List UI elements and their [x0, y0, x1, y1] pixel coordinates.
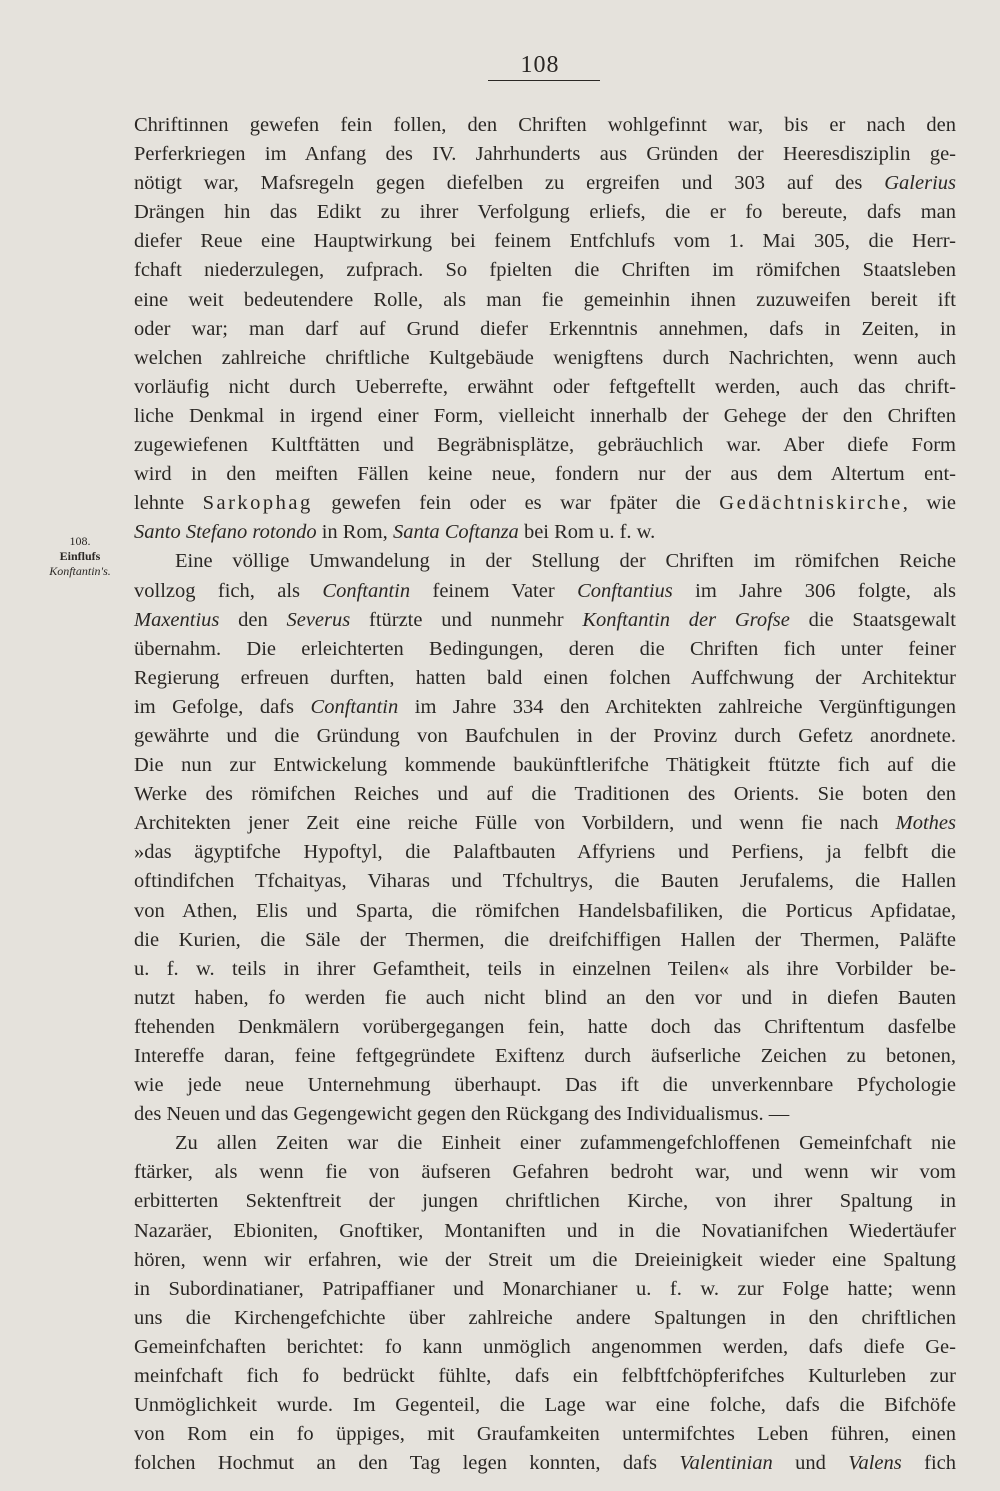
text-line: [134, 431, 956, 460]
text-run: erbitterten Sektenftreit der jungen chriftlichen Kirche, von ihrer Spaltung in: [134, 1190, 956, 1213]
italic-run: Valentinian: [679, 1452, 773, 1475]
text-run: u. f. w. teils in ihrer Gefamtheit, teils in einzelnen Teilen« als ihre Vorbilder be-: [134, 957, 956, 980]
text-line: [134, 926, 956, 955]
margin-note-heading: Einflufs: [59, 549, 101, 563]
italic-run: Conftantin: [322, 579, 411, 602]
text-run: folchen Hochmut an den Tag legen konnten, dafs: [134, 1452, 680, 1475]
text-line: [134, 1391, 956, 1420]
text-run: Perferkriegen im Anfang des IV. Jahrhunderts aus Gründen der Heeresdisziplin ge-: [134, 143, 956, 166]
text-run: den: [219, 608, 287, 631]
text-run: wie jede neue Unternehmung überhaupt. Das ift die unverkennbare Pfychologie: [134, 1074, 956, 1097]
italic-run: Severus: [286, 608, 351, 631]
text-run: nötigt war, Mafsregeln gegen diefelben zu ergreifen und 303 auf des: [134, 172, 885, 195]
italic-run: Santo Stefano rotondo: [134, 521, 317, 544]
text-run: von Athen, Elis und Sparta, die römifchen Handelsbafiliken, die Porticus Apfidatae,: [134, 899, 956, 922]
text-line: [134, 722, 956, 751]
text-run: des Neuen und das Gegengewicht gegen den Rückgang des Individualismus. —: [134, 1103, 790, 1126]
text-line: [134, 286, 956, 315]
text-line: [134, 664, 956, 693]
text-line: [134, 693, 956, 722]
text-line: [134, 577, 956, 606]
margin-note: [32, 534, 128, 579]
text-run: lehnte: [134, 492, 203, 515]
text-line: [134, 1420, 956, 1449]
text-run: oftindifchen Tfchaityas, Viharas und Tfchultrys, die Bauten Jerufalems, die Hallen: [134, 870, 956, 893]
text-run: , wie: [902, 492, 956, 515]
italic-run: Konftantin der Grofse: [582, 608, 790, 631]
text-line: [134, 1187, 956, 1216]
text-line: [134, 169, 956, 198]
text-line: [134, 606, 956, 635]
text-run: Drängen hin das Edikt zu ihrer Verfolgung erliefs, die er fo bereute, dafs man: [134, 201, 956, 224]
text-line: [134, 1129, 956, 1158]
spaced-run: Sarkophag: [202, 492, 313, 515]
text-line: [134, 897, 956, 926]
text-run: liche Denkmal in irgend einer Form, vielleicht innerhalb der Gehege der den Chriften: [134, 404, 956, 427]
text-run: nutzt haben, fo werden fie auch nicht blind an den vor und in diefen Bauten: [134, 986, 956, 1009]
text-run: meinfchaft fich fo bedrückt fühlte, dafs ein felbftfchöpferifches Kulturleben zur: [134, 1365, 956, 1388]
text-line: [134, 1304, 956, 1333]
text-line: [134, 315, 956, 344]
text-line: [134, 780, 956, 809]
margin-note-number: 108.: [69, 534, 91, 548]
text-run: oder war; man darf auf Grund diefer Erkenntnis annehmen, dafs in Zeiten, in: [134, 317, 956, 340]
text-run: »das ägyptifche Hypoftyl, die Palaftbauten Affyriens und Perfiens, ja felbft die: [134, 841, 956, 864]
text-run: eine weit bedeutendere Rolle, als man fie gemeinhin ihnen zuzuweifen bereit ift: [134, 288, 956, 311]
text-line: [134, 547, 956, 576]
text-line: [134, 518, 956, 547]
text-line: [134, 256, 956, 285]
text-line: [134, 1333, 956, 1362]
body-text: [134, 111, 956, 1478]
text-run: Regierung erfreuen durften, hatten bald einen folchen Auffchwung der Architektur: [134, 666, 956, 689]
text-line: [134, 867, 956, 896]
text-line: [134, 344, 956, 373]
italic-run: Santa Coftanza: [392, 521, 519, 544]
text-line: [134, 1013, 956, 1042]
text-run: im Jahre 306 folgte, als: [672, 579, 956, 602]
text-run: die Kurien, die Säle der Thermen, die dreifchiffigen Hallen der Thermen, Paläfte: [134, 928, 956, 951]
text-line: [134, 140, 956, 169]
text-run: übernahm. Die erleichterten Bedingungen, deren die Chriften fich unter feiner: [134, 637, 956, 660]
text-line: [134, 111, 956, 140]
text-run: Eine völlige Umwandelung in der Stellung der Chriften im römifchen Reiche: [134, 550, 956, 573]
page-number-rule: [488, 80, 600, 81]
text-run: in Subordinatianer, Patripaffianer und Monarchianer u. f. w. zur Folge hatte; wenn: [134, 1277, 956, 1300]
text-run: bei Rom u. f. w.: [518, 521, 656, 544]
text-line: [134, 1362, 956, 1391]
text-line: [134, 1217, 956, 1246]
text-run: feinem Vater: [410, 579, 578, 602]
text-line: [134, 198, 956, 227]
text-run: und: [772, 1452, 849, 1475]
text-run: ftärker, als wenn fie von äufseren Gefahren bedroht war, und wenn wir vom: [134, 1161, 956, 1184]
text-run: die Staatsgewalt: [789, 608, 957, 631]
page-number: 108: [520, 52, 560, 78]
text-line: [134, 489, 956, 518]
italic-run: Conftantin: [310, 695, 399, 718]
text-line: [134, 955, 956, 984]
text-line: [134, 1449, 956, 1478]
text-line: [134, 984, 956, 1013]
text-line: [134, 838, 956, 867]
text-run: im Jahre 334 den Architekten zahlreiche Vergünftigungen: [398, 695, 956, 718]
text-run: Die nun zur Entwickelung kommende baukünftlerifche Thätigkeit ftützte fich auf die: [134, 754, 956, 777]
text-run: hören, wenn wir erfahren, wie der Streit um die Dreieinigkeit wieder eine Spaltung: [134, 1248, 956, 1271]
text-run: Zu allen Zeiten war die Einheit einer zufammengefchloffenen Gemeinfchaft nie: [134, 1132, 956, 1155]
text-run: in Rom,: [316, 521, 393, 544]
text-line: [134, 227, 956, 256]
italic-run: Valens: [848, 1452, 902, 1475]
text-run: im Gefolge, dafs: [134, 695, 311, 718]
text-line: [134, 402, 956, 431]
text-run: Intereffe daran, feine feftgegründete Exiftenz durch äufserliche Zeichen zu betonen,: [134, 1045, 956, 1067]
text-line: [134, 1275, 956, 1304]
text-run: gewährte und die Gründung von Baufchulen in der Provinz durch Gefetz anordnete.: [134, 724, 956, 747]
italic-run: Mothes: [895, 812, 956, 835]
text-run: fich: [901, 1452, 956, 1475]
text-line: [134, 460, 956, 489]
text-line: [134, 1071, 956, 1100]
text-run: von Rom ein fo üppiges, mit Graufamkeiten untermifchtes Leben führen, einen: [134, 1423, 956, 1446]
text-run: uns die Kirchengefchichte über zahlreiche andere Spaltungen in den chriftlichen: [134, 1306, 956, 1329]
text-run: Gemeinfchaften berichtet: fo kann unmöglich angenommen werden, dafs diefe Ge-: [134, 1335, 956, 1358]
text-run: diefer Reue eine Hauptwirkung bei feinem Entfchlufs vom 1. Mai 305, die Herr-: [134, 230, 956, 253]
text-run: Chriftinnen gewefen fein follen, den Chriften wohlgefinnt war, bis er nach den: [134, 114, 956, 136]
text-line: [134, 373, 956, 402]
text-line: [134, 1042, 956, 1071]
text-run: Nazaräer, Ebioniten, Gnoftiker, Montaniften und in die Novatianifchen Wiedertäufer: [134, 1219, 956, 1242]
text-line: [134, 1158, 956, 1187]
spaced-run: Gedächtniskirche: [719, 492, 903, 515]
text-line: [134, 1100, 956, 1129]
italic-run: Conftantius: [577, 579, 673, 602]
text-line: [134, 635, 956, 664]
text-run: wird in den meiften Fällen keine neue, fondern nur der aus dem Altertum ent-: [134, 463, 956, 486]
text-run: Unmöglichkeit wurde. Im Gegenteil, die Lage war eine folche, dafs die Bifchöfe: [134, 1394, 956, 1417]
text-run: Architekten jener Zeit eine reiche Fülle von Vorbildern, und wenn fie nach: [134, 812, 896, 835]
italic-run: Maxentius: [134, 608, 220, 631]
text-line: [134, 751, 956, 780]
text-line: [134, 1246, 956, 1275]
text-run: vollzog fich, als: [134, 579, 323, 602]
italic-run: Galerius: [884, 172, 956, 195]
margin-note-subject: Konftantin's.: [49, 564, 111, 578]
text-run: gewefen fein oder es war fpäter die: [312, 492, 720, 515]
text-line: [134, 809, 956, 838]
text-run: welchen zahlreiche chriftliche Kultgebäude wenigftens durch Nachrichten, wenn auch: [134, 346, 956, 369]
text-run: ftürzte und nunmehr: [350, 608, 583, 631]
text-run: ftehenden Denkmälern vorübergegangen fein, hatte doch das Chriftentum dasfelbe: [134, 1015, 956, 1038]
text-run: Werke des römifchen Reiches und auf die Traditionen des Orients. Sie boten den: [134, 783, 956, 806]
text-run: fchaft niederzulegen, zufprach. So fpielten die Chriften im römifchen Staatsleben: [134, 259, 956, 282]
text-run: vorläufig nicht durch Ueberrefte, erwähnt oder feftgeftellt werden, auch das chrift-: [134, 375, 956, 398]
text-run: zugewiefenen Kultftätten und Begräbnisplätze, gebräuchlich war. Aber diefe Form: [134, 434, 956, 457]
